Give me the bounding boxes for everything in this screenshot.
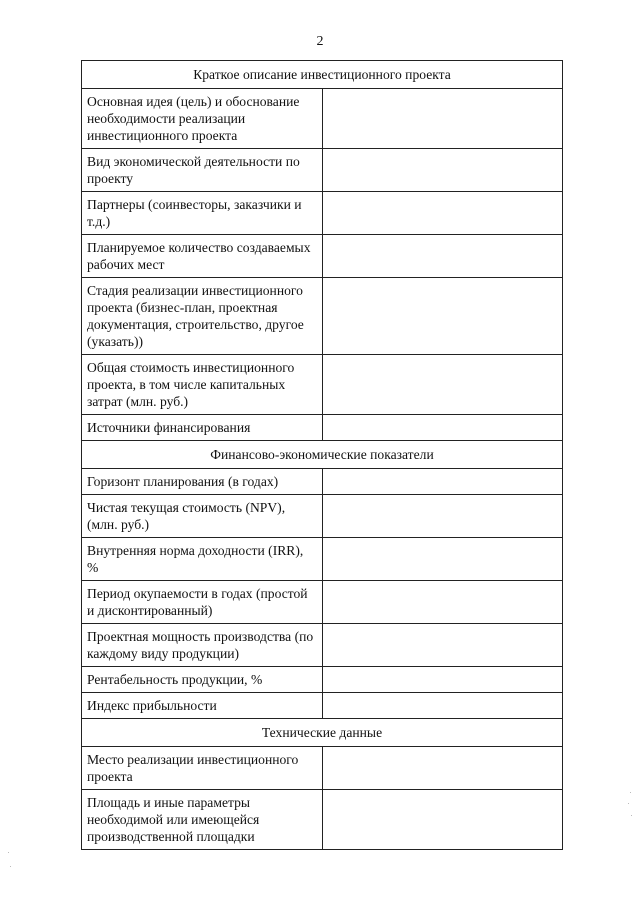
row-value-cell[interactable] [322, 192, 563, 235]
row-value-cell[interactable] [322, 278, 563, 355]
scan-speck [10, 866, 11, 867]
row-value-cell[interactable] [322, 355, 563, 415]
page-number: 2 [316, 34, 324, 49]
row-label: Стадия реализации инвестиционного проекта (бизнес-план, проектная документация, строительство, другое (указать)) [82, 278, 323, 355]
table-row [82, 624, 563, 667]
scan-speck [8, 852, 9, 853]
table-row [82, 415, 563, 441]
table-row [82, 747, 563, 790]
table-row [82, 192, 563, 235]
row-value-cell[interactable] [322, 667, 563, 693]
scan-speck [631, 815, 632, 816]
investment-project-table [81, 60, 563, 850]
table-row [82, 581, 563, 624]
row-value-cell[interactable] [322, 415, 563, 441]
row-value-cell[interactable] [322, 235, 563, 278]
row-label: Общая стоимость инвестиционного проекта, в том числе капитальных затрат (млн. руб.) [82, 355, 323, 415]
row-value-cell[interactable] [322, 747, 563, 790]
table-row [82, 693, 563, 719]
row-label: Проектная мощность производства (по каждому виду продукции) [82, 624, 323, 667]
section-header-row [82, 61, 563, 89]
section-title: Краткое описание инвестиционного проекта [82, 61, 563, 89]
row-label: Чистая текущая стоимость (NPV), (млн. руб.) [82, 495, 323, 538]
table-row [82, 538, 563, 581]
row-label: Внутренняя норма доходности (IRR), % [82, 538, 323, 581]
row-label: Вид экономической деятельности по проекту [82, 149, 323, 192]
row-label: Партнеры (соинвесторы, заказчики и т.д.) [82, 192, 323, 235]
section-title: Финансово-экономические показатели [82, 441, 563, 469]
section-title: Технические данные [82, 719, 563, 747]
row-value-cell[interactable] [322, 624, 563, 667]
scan-speck [628, 803, 629, 804]
table-row [82, 790, 563, 850]
row-label: Основная идея (цель) и обоснование необходимости реализации инвестиционного проекта [82, 89, 323, 149]
table-row [82, 469, 563, 495]
row-label: Рентабельность продукции, % [82, 667, 323, 693]
row-value-cell[interactable] [322, 495, 563, 538]
table-row [82, 89, 563, 149]
row-label: Место реализации инвестиционного проекта [82, 747, 323, 790]
section-header-row [82, 719, 563, 747]
table-row [82, 149, 563, 192]
table-row [82, 667, 563, 693]
row-value-cell[interactable] [322, 538, 563, 581]
table-row [82, 495, 563, 538]
row-label: Период окупаемости в годах (простой и дисконтированный) [82, 581, 323, 624]
row-label: Индекс прибыльности [82, 693, 323, 719]
table-row [82, 235, 563, 278]
scan-speck [630, 792, 631, 793]
row-label: Планируемое количество создаваемых рабочих мест [82, 235, 323, 278]
section-header-row [82, 441, 563, 469]
row-value-cell[interactable] [322, 581, 563, 624]
row-label: Источники финансирования [82, 415, 323, 441]
row-value-cell[interactable] [322, 469, 563, 495]
row-value-cell[interactable] [322, 89, 563, 149]
row-label: Горизонт планирования (в годах) [82, 469, 323, 495]
row-value-cell[interactable] [322, 149, 563, 192]
table-row [82, 278, 563, 355]
row-label: Площадь и иные параметры необходимой или имеющейся производственной площадки [82, 790, 323, 850]
row-value-cell[interactable] [322, 693, 563, 719]
row-value-cell[interactable] [322, 790, 563, 850]
table-row [82, 355, 563, 415]
